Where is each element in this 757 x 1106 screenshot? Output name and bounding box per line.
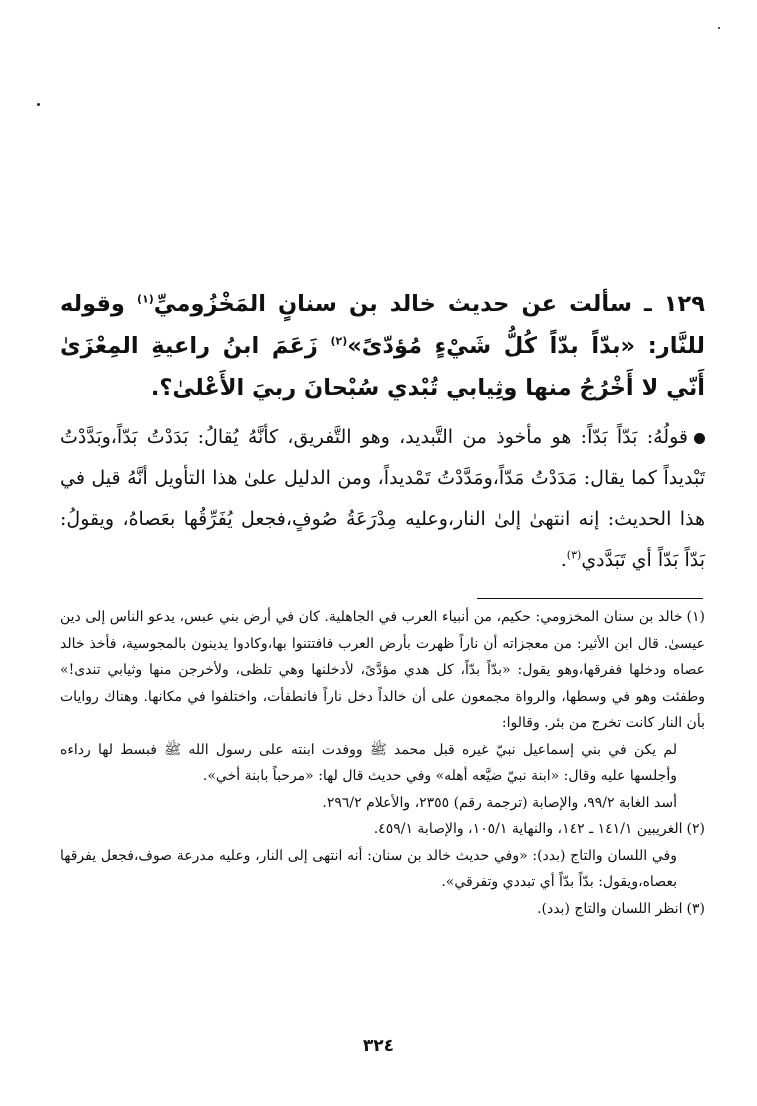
footnotes [60, 604, 705, 922]
answer-end: . [560, 549, 567, 571]
footnote-3 [60, 896, 705, 923]
question-text-part-3: زَعَمَ ابنُ راعيةِ المِعْزَىٰ أَنّي لا أَخْرُجُ منها وثِيابي تُبْدي سُبْحانَ ربيَ الأَعْلىٰ؟. [60, 333, 705, 401]
footnote-2-text: الغريبين ١٤١/١ ـ ١٤٢، والنهاية ١٠٥/١، والإصابة ٤٥٩/١. [373, 821, 683, 837]
footnote-2 [60, 816, 705, 843]
footnote-ref-2: (٢) [330, 334, 348, 348]
footnote-1-references: أسد الغابة ٩٩/٢، والإصابة (ترجمة رقم) ٢٣٥٥، والأعلام ٢٩٦/٢. [322, 794, 677, 811]
footnote-3-marker: (٣) [686, 900, 705, 917]
footnote-separator [477, 598, 703, 599]
question-paragraph [60, 283, 705, 409]
question-text-part-1: سألت عن حديث خالد بن سنانٍ المَخْزُوميِّ [153, 291, 632, 317]
footnote-ref-1: (١) [136, 292, 154, 306]
footnote-1-marker: (١) [686, 609, 705, 625]
footnote-2-extra: وفي اللسان والتاج (بدد): «وفي حديث خالد بن سنان: أنه انتهى إلى النار، وعليه مدرعة صوف،فجعل يفرقها بعصاه،ويقول: بدّاً بدّاً أي تبددي وتفرقي». [60, 847, 677, 890]
footnote-1-quote: لم يكن في بني إسماعيل نبيّ غيره قبل محمد ﷺ ووفدت ابنته على رسول الله ﷺ فبسط لها رداءه وأجلسها عليه وقال: «ابنة نبيّ ضيَّعه أهله» وفي حديث قال لها: «مرحباً بابنة أخي». [60, 741, 677, 784]
page-number: ٣٢٤ [362, 1036, 395, 1056]
question-text-part-2: وقوله للنَّار: «بدّاً بدّاً كُلُّ شَيْءٍ مُؤدّىً» [60, 291, 705, 359]
footnote-1-text: خالد بن سنان المخزومي: حكيم، من أنبياء العرب في الجاهلية. كان في أرض بني عبس، يدعو الناس إلى دين عيسىٰ. قال ابن الأثير: من معجزاته أن ناراً ظهرت بأرض العرب فافتتنوا بها،وكادوا يدينون بالمجوسية، فأخذ خالد عصاه ودخلها ففرقها،وهو يقول: «بدّاً بدّاً، كل هدي مؤدَّىً، لأدخلنها وهي تلظى، ولأخرجن منها وثيابي تندى!» وطفئت وهو في وسطها، والرواة مجمعون على أن خالداً دخل ناراً فانطفأت، واختلفوا في مكانها. وهناك روايات بأن النار كانت تخرج من بئر. وقالوا: [60, 609, 705, 731]
question-number: ١٢٩ ـ [644, 291, 705, 317]
scan-speck [718, 27, 720, 29]
main-text [60, 283, 705, 581]
footnote-ref-3: (٣) [566, 548, 582, 562]
footnote-2-marker: (٢) [686, 821, 705, 837]
footnote-3-text: انظر اللسان والتاج (بدد). [537, 900, 683, 917]
scan-speck [37, 103, 40, 106]
answer-text: قولُهُ: بَدّاً بَدّاً: هو مأخوذ من التَّبديد، وهو التَّفريق، كأنَّهُ يُقالُ: بَدَدْتُ بَدّاً،وبَدَّدْتُ تَبْديداً كما يقال: مَدَدْتُ مَدّاً،ومَدَّدْتُ تَمْديداً، ومن الدليل علىٰ هذا التأويل أنَّهُ قيل في هذا الحديث: إنه انتهىٰ إلىٰ النار،وعليه مِدْرَعَةُ صُوفٍ،فجعل يُفَرِّقُها بعَصاهُ، ويقولُ: بَدّاً بَدّاً أي تَبَدَّدي [60, 426, 705, 571]
answer-paragraph [60, 417, 705, 581]
bullet-icon [694, 433, 705, 444]
footnote-1 [60, 604, 705, 737]
